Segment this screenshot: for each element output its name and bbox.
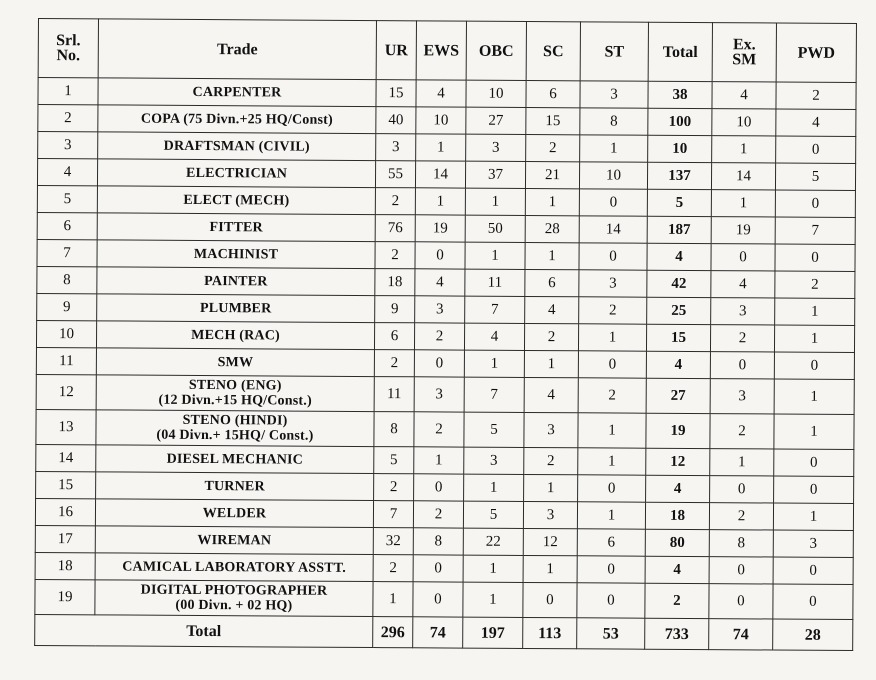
- cell-ews: 2: [413, 501, 463, 528]
- cell-st: 14: [579, 216, 647, 243]
- cell-srl: 15: [36, 471, 96, 498]
- cell-ews: 2: [414, 412, 464, 447]
- trade-name: SMW: [217, 354, 254, 370]
- cell-st: 0: [577, 556, 645, 583]
- trade-name: WIREMAN: [197, 532, 272, 548]
- cell-total: 27: [646, 378, 710, 413]
- cell-ews: 0: [415, 242, 465, 269]
- cell-trade: [98, 132, 376, 161]
- cell-obc: 50: [465, 215, 525, 242]
- cell-exsm: 8: [709, 530, 773, 557]
- cell-total: 4: [646, 475, 710, 502]
- header-obc: OBC: [466, 21, 526, 80]
- cell-ews: 1: [415, 188, 465, 215]
- cell-obc: 5: [463, 501, 523, 528]
- cell-st: 0: [579, 243, 647, 270]
- cell-total: 100: [648, 108, 712, 135]
- cell-trade: [95, 526, 373, 555]
- cell-ews: 1: [416, 134, 466, 161]
- cell-exsm: 2: [710, 414, 774, 449]
- cell-obc: 1: [463, 555, 523, 582]
- cell-trade: [97, 159, 375, 188]
- cell-ews: 1: [414, 447, 464, 474]
- cell-trade: [96, 321, 374, 350]
- cell-sc: 12: [523, 528, 577, 555]
- cell-obc: 37: [465, 161, 525, 188]
- cell-pwd: 3: [773, 530, 853, 557]
- cell-obc: 1: [464, 474, 524, 501]
- cell-st: 0: [577, 583, 645, 618]
- cell-trade: [97, 294, 375, 323]
- cell-total: 19: [646, 413, 710, 448]
- footer-ur: 296: [373, 617, 413, 648]
- cell-obc: 10: [466, 80, 526, 107]
- cell-ews: 19: [415, 215, 465, 242]
- cell-trade: [96, 410, 374, 447]
- header-exsm: Ex. SM: [712, 23, 776, 82]
- cell-pwd: 0: [774, 352, 854, 379]
- cell-exsm: 1: [710, 449, 774, 476]
- cell-st: 0: [578, 475, 646, 502]
- trade-subtext: (00 Divn. + 02 HQ): [175, 597, 293, 614]
- cell-sc: 1: [525, 242, 579, 269]
- cell-obc: 1: [463, 582, 523, 617]
- trade-name: COPA (75 Divn.+25 HQ/Const): [140, 111, 333, 128]
- cell-trade: [95, 499, 373, 528]
- cell-obc: 7: [464, 377, 524, 412]
- cell-st: 1: [577, 502, 645, 529]
- cell-srl: 16: [35, 498, 95, 525]
- cell-ur: 40: [376, 107, 416, 134]
- cell-total: 5: [647, 189, 711, 216]
- cell-sc: 15: [526, 107, 580, 134]
- cell-st: 3: [580, 81, 648, 108]
- cell-ur: 32: [373, 528, 413, 555]
- cell-exsm: 3: [710, 379, 774, 414]
- table-header-row: [38, 19, 856, 83]
- cell-sc: 21: [525, 161, 579, 188]
- cell-ews: 3: [415, 296, 465, 323]
- cell-trade: [96, 445, 374, 474]
- cell-sc: 6: [526, 80, 580, 107]
- table-row: [36, 409, 854, 449]
- cell-total: 2: [645, 583, 709, 618]
- cell-srl: 18: [35, 552, 95, 579]
- cell-pwd: 1: [774, 379, 854, 414]
- cell-pwd: 4: [776, 109, 856, 136]
- trade-name: FITTER: [209, 219, 263, 235]
- cell-ews: 2: [414, 323, 464, 350]
- header-st: ST: [580, 22, 648, 81]
- cell-exsm: 0: [709, 584, 773, 619]
- cell-obc: 4: [464, 323, 524, 350]
- trade-name: STENO (HINDI): [182, 412, 288, 429]
- cell-st: 1: [578, 448, 646, 475]
- cell-st: 1: [578, 324, 646, 351]
- cell-ews: 4: [416, 80, 466, 107]
- trade-subtext: (12 Divn.+15 HQ/Const.): [158, 392, 312, 409]
- cell-total: 38: [648, 81, 712, 108]
- cell-obc: 3: [464, 447, 524, 474]
- cell-trade: [96, 348, 374, 377]
- cell-pwd: 0: [776, 136, 856, 163]
- footer-st: 53: [577, 618, 645, 649]
- cell-trade: [97, 213, 375, 242]
- cell-exsm: 0: [709, 557, 773, 584]
- cell-pwd: 1: [774, 325, 854, 352]
- cell-sc: 1: [524, 474, 578, 501]
- cell-total: 4: [645, 556, 709, 583]
- cell-ews: 10: [416, 107, 466, 134]
- cell-srl: 3: [38, 132, 98, 159]
- cell-srl: 5: [37, 185, 97, 212]
- cell-exsm: 4: [711, 271, 775, 298]
- cell-ur: 2: [375, 188, 415, 215]
- cell-sc: 2: [524, 447, 578, 474]
- trade-name: MACHINIST: [193, 246, 279, 262]
- cell-trade: [97, 240, 375, 269]
- cell-exsm: 2: [709, 503, 773, 530]
- cell-ews: 0: [413, 555, 463, 582]
- cell-pwd: 1: [773, 503, 853, 530]
- cell-srl: 7: [37, 239, 97, 266]
- cell-obc: 3: [466, 134, 526, 161]
- cell-ur: 8: [374, 412, 414, 447]
- cell-st: 6: [577, 529, 645, 556]
- cell-ur: 2: [374, 474, 414, 501]
- cell-pwd: 7: [775, 217, 855, 244]
- footer-sc: 113: [523, 617, 577, 648]
- trade-name: ELECT (MECH): [183, 192, 290, 209]
- footer-ews: 74: [413, 617, 463, 648]
- cell-sc: 4: [525, 296, 579, 323]
- header-trade: Trade: [98, 19, 376, 80]
- cell-pwd: 0: [773, 584, 853, 619]
- cell-pwd: 0: [774, 449, 854, 476]
- cell-ur: 6: [374, 323, 414, 350]
- cell-ews: 0: [414, 350, 464, 377]
- cell-pwd: 1: [775, 298, 855, 325]
- cell-srl: 11: [36, 347, 96, 374]
- cell-trade: [95, 580, 373, 617]
- cell-ur: 2: [373, 555, 413, 582]
- cell-exsm: 0: [710, 476, 774, 503]
- cell-pwd: 0: [773, 557, 853, 584]
- cell-ur: 2: [374, 350, 414, 377]
- cell-exsm: 1: [711, 190, 775, 217]
- cell-obc: 22: [463, 528, 523, 555]
- cell-exsm: 4: [712, 82, 776, 109]
- cell-sc: 3: [523, 501, 577, 528]
- cell-exsm: 0: [711, 244, 775, 271]
- cell-ur: 15: [376, 80, 416, 107]
- footer-obc: 197: [463, 617, 523, 648]
- cell-ews: 14: [415, 161, 465, 188]
- cell-sc: 4: [524, 377, 578, 412]
- cell-pwd: 0: [775, 190, 855, 217]
- cell-obc: 5: [464, 412, 524, 447]
- cell-trade: [97, 186, 375, 215]
- header-pwd: PWD: [776, 23, 856, 82]
- trade-name: WELDER: [202, 505, 267, 521]
- cell-total: 4: [646, 351, 710, 378]
- cell-trade: [98, 105, 376, 134]
- trade-name: MECH (RAC): [191, 327, 280, 343]
- cell-ur: 18: [375, 269, 415, 296]
- cell-srl: 13: [36, 409, 96, 444]
- cell-srl: 17: [35, 525, 95, 552]
- cell-ews: 0: [414, 474, 464, 501]
- cell-sc: 3: [524, 412, 578, 447]
- cell-exsm: 14: [711, 163, 775, 190]
- cell-sc: 2: [526, 134, 580, 161]
- trade-name: PAINTER: [204, 273, 268, 289]
- cell-ur: 5: [374, 447, 414, 474]
- cell-ur: 3: [376, 134, 416, 161]
- trade-name: CAMICAL LABORATORY ASSTT.: [122, 559, 347, 576]
- cell-st: 3: [579, 270, 647, 297]
- cell-pwd: 0: [774, 476, 854, 503]
- table-footer-row: [35, 614, 853, 650]
- header-srl: Srl. No.: [38, 19, 98, 78]
- cell-pwd: 2: [775, 271, 855, 298]
- cell-srl: 6: [37, 212, 97, 239]
- footer-exsm: 74: [709, 619, 773, 650]
- cell-sc: 2: [524, 323, 578, 350]
- header-ews: EWS: [416, 21, 466, 80]
- cell-srl: 1: [38, 78, 98, 105]
- cell-srl: 9: [37, 293, 97, 320]
- cell-st: 2: [579, 297, 647, 324]
- cell-sc: 0: [523, 582, 577, 617]
- cell-sc: 6: [525, 269, 579, 296]
- cell-st: 8: [580, 108, 648, 135]
- cell-obc: 7: [465, 296, 525, 323]
- cell-trade: [96, 375, 374, 412]
- cell-st: 10: [579, 162, 647, 189]
- cell-sc: 28: [525, 215, 579, 242]
- cell-srl: 14: [36, 444, 96, 471]
- cell-obc: 27: [466, 107, 526, 134]
- cell-trade: [97, 267, 375, 296]
- cell-srl: 8: [37, 266, 97, 293]
- cell-st: 2: [578, 378, 646, 413]
- footer-pwd: 28: [773, 619, 853, 650]
- header-total: Total: [648, 22, 712, 81]
- cell-exsm: 2: [710, 325, 774, 352]
- cell-exsm: 3: [711, 298, 775, 325]
- cell-total: 42: [647, 270, 711, 297]
- trade-subtext: (04 Divn.+ 15HQ/ Const.): [156, 427, 314, 444]
- cell-total: 18: [645, 502, 709, 529]
- cell-ur: 11: [374, 377, 414, 412]
- cell-srl: 10: [36, 320, 96, 347]
- cell-total: 25: [647, 297, 711, 324]
- cell-obc: 1: [465, 188, 525, 215]
- cell-total: 15: [646, 324, 710, 351]
- trade-name: STENO (ENG): [188, 377, 282, 394]
- cell-sc: 1: [523, 555, 577, 582]
- cell-total: 12: [646, 448, 710, 475]
- footer-total-label: Total: [35, 614, 373, 647]
- cell-ur: 9: [375, 296, 415, 323]
- cell-ews: 4: [415, 269, 465, 296]
- vacancy-table: [34, 18, 857, 651]
- cell-st: 0: [578, 351, 646, 378]
- cell-ews: 8: [413, 528, 463, 555]
- footer-total: 733: [645, 618, 709, 649]
- cell-ur: 1: [373, 582, 413, 617]
- cell-total: 137: [647, 162, 711, 189]
- trade-name: DIESEL MECHANIC: [166, 451, 304, 468]
- cell-exsm: 10: [712, 109, 776, 136]
- cell-obc: 1: [464, 350, 524, 377]
- cell-ur: 55: [375, 161, 415, 188]
- cell-exsm: 0: [710, 352, 774, 379]
- table-row: [36, 374, 854, 414]
- cell-ews: 0: [413, 582, 463, 617]
- cell-ur: 7: [373, 501, 413, 528]
- cell-exsm: 19: [711, 217, 775, 244]
- cell-sc: 1: [525, 188, 579, 215]
- cell-ur: 76: [375, 215, 415, 242]
- cell-trade: [95, 553, 373, 582]
- cell-sc: 1: [524, 350, 578, 377]
- header-sc: SC: [526, 21, 580, 80]
- cell-total: 187: [647, 216, 711, 243]
- cell-total: 4: [647, 243, 711, 270]
- cell-srl: 19: [35, 579, 95, 614]
- cell-ews: 3: [414, 377, 464, 412]
- table-body: [35, 78, 856, 620]
- cell-pwd: 5: [775, 163, 855, 190]
- table-row: [35, 579, 853, 619]
- trade-name: DRAFTSMAN (CIVIL): [163, 138, 310, 155]
- cell-st: 1: [578, 413, 646, 448]
- trade-name: DIGITAL PHOTOGRAPHER: [140, 582, 328, 599]
- cell-pwd: 0: [775, 244, 855, 271]
- cell-trade: [98, 78, 376, 107]
- cell-ur: 2: [375, 242, 415, 269]
- cell-st: 1: [580, 135, 648, 162]
- cell-total: 80: [645, 529, 709, 556]
- header-ur: UR: [376, 21, 416, 80]
- cell-trade: [96, 472, 374, 501]
- cell-st: 0: [579, 189, 647, 216]
- trade-name: TURNER: [204, 478, 265, 494]
- cell-pwd: 1: [774, 414, 854, 449]
- cell-pwd: 2: [776, 82, 856, 109]
- cell-exsm: 1: [712, 136, 776, 163]
- cell-srl: 4: [37, 159, 97, 186]
- cell-srl: 2: [38, 105, 98, 132]
- cell-total: 10: [648, 135, 712, 162]
- trade-name: CARPENTER: [192, 84, 282, 100]
- cell-srl: 12: [36, 374, 96, 409]
- cell-obc: 11: [465, 269, 525, 296]
- trade-name: ELECTRICIAN: [186, 165, 288, 182]
- trade-name: PLUMBER: [199, 300, 272, 316]
- cell-obc: 1: [465, 242, 525, 269]
